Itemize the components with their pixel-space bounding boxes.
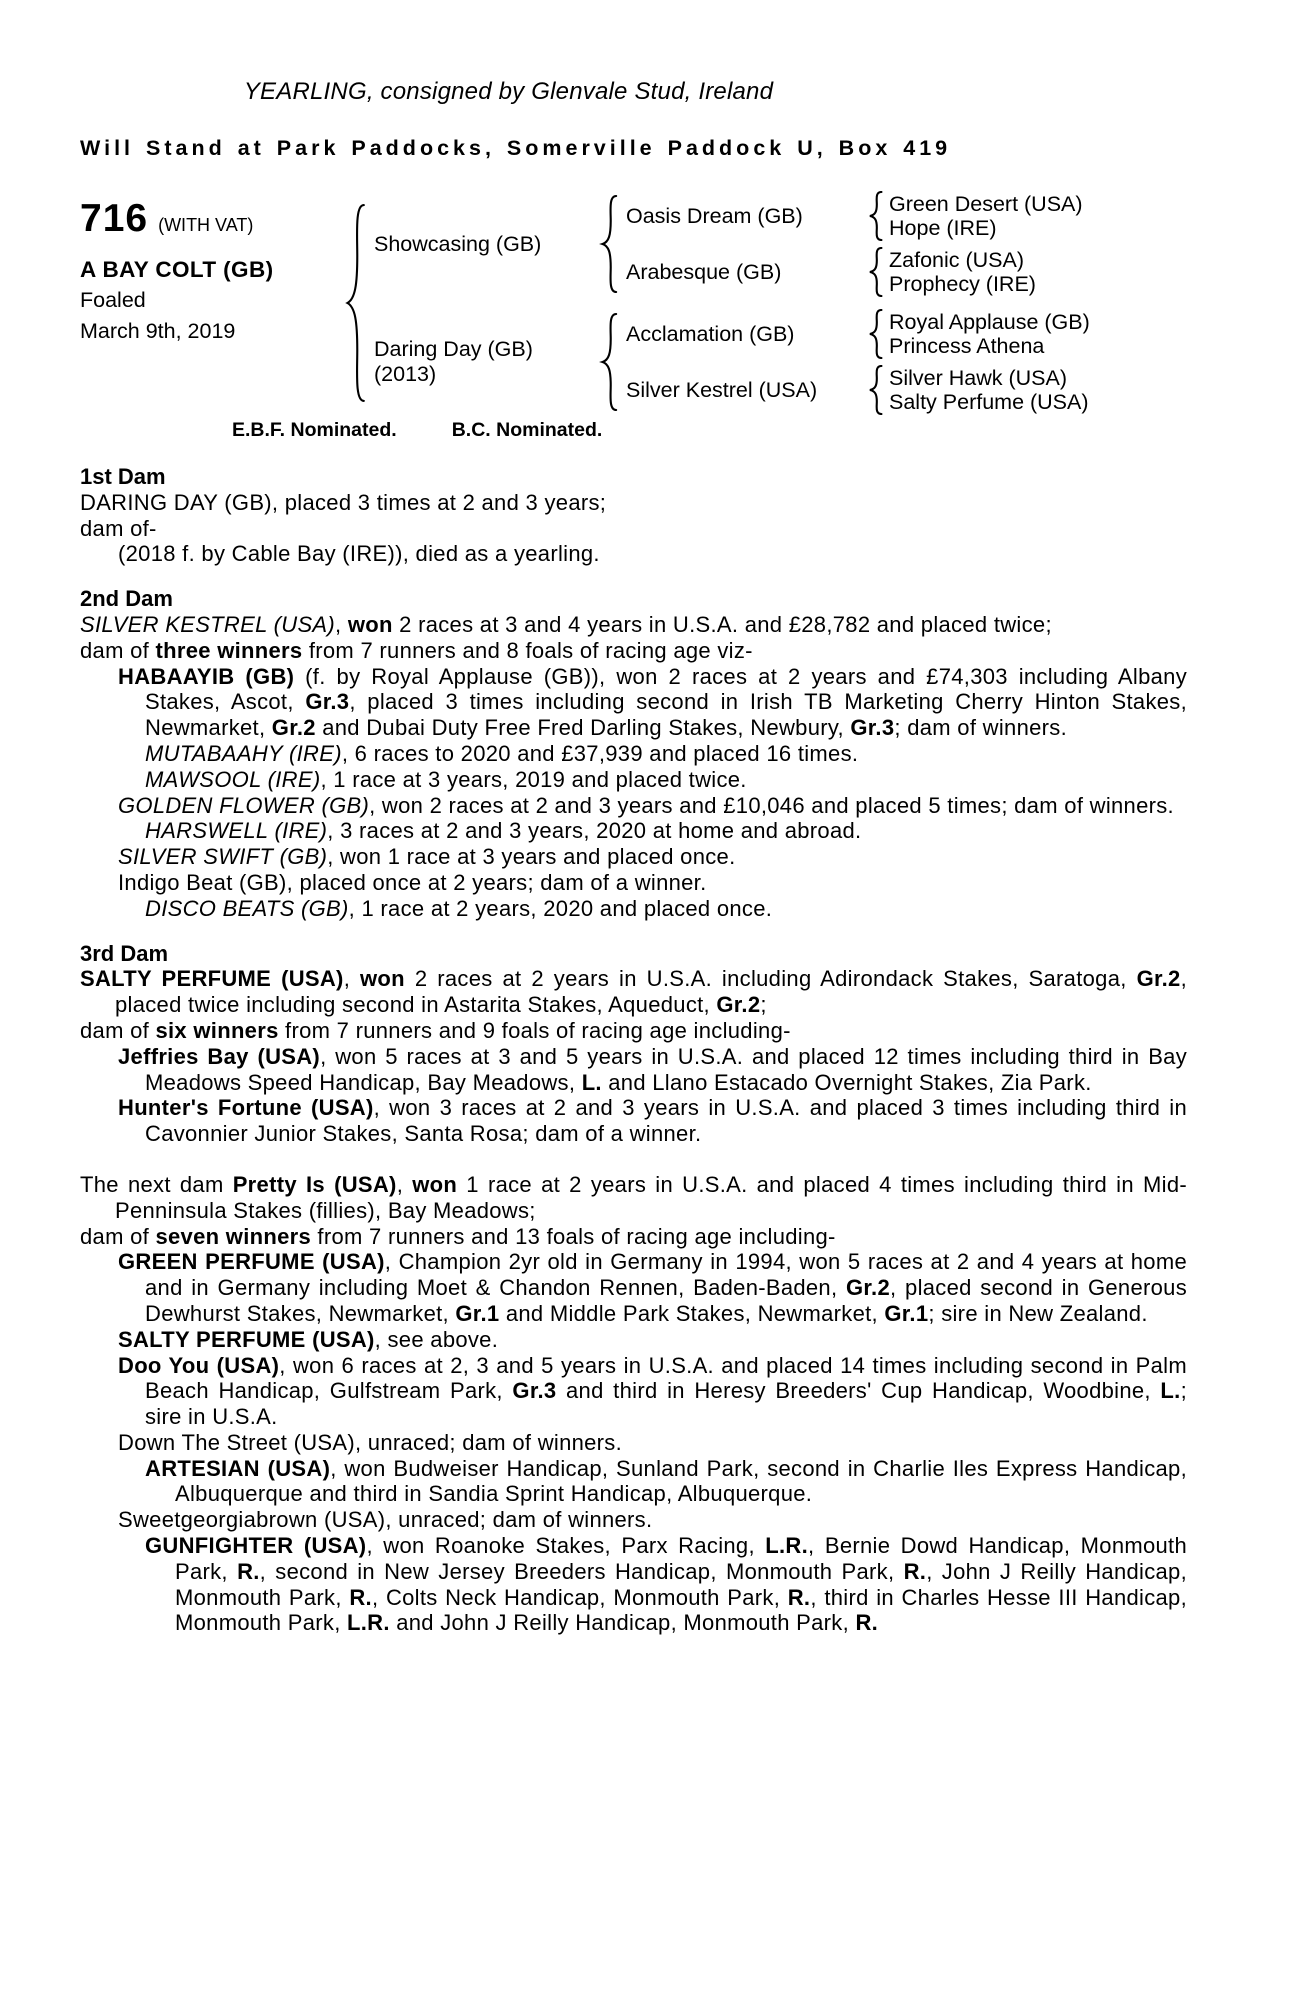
text-segment: Gr.2 <box>271 715 316 741</box>
section-heading: 2nd Dam <box>80 586 173 612</box>
text-segment: ARTESIAN (USA) <box>145 1455 331 1481</box>
section-heading: 1st Dam <box>80 464 166 489</box>
text-segment: 2 races at 2 years in U.S.A. including Adirondack Stakes, Saratoga, <box>404 966 1137 992</box>
pedigree-paragraph <box>80 1171 1187 1224</box>
dam-dam-branch <box>626 365 1090 415</box>
great-grandparents <box>889 192 1083 240</box>
ancestor-name: Prophecy (IRE) <box>889 272 1036 296</box>
dam-name-block <box>374 337 598 387</box>
text-segment: , placed twice including second in Astarita Stakes, Aqueduct, <box>115 966 1187 1018</box>
dam-year: (2013) <box>374 362 437 386</box>
text-segment: Down The Street (USA), unraced; dam of winners. <box>118 1429 623 1455</box>
text-segment: Hunter's Fortune (USA) <box>118 1095 374 1121</box>
text-segment: Gr.1 <box>455 1300 500 1326</box>
text-segment: , placed second in Generous Dewhurst Stakes, Newmarket, <box>145 1275 1187 1326</box>
pedigree-tree <box>342 191 1090 415</box>
text-segment: from 7 runners and 13 foals of racing age including- <box>311 1223 836 1249</box>
pedigree-paragraph <box>145 895 1187 922</box>
curly-brace-icon <box>866 365 883 415</box>
text-segment: three winners <box>155 637 303 663</box>
text-segment: L. <box>581 1069 602 1095</box>
text-segment: , 1 race at 3 years, 2019 and placed twice. <box>320 766 747 792</box>
text-segment: Gr.1 <box>884 1300 929 1326</box>
dam-section <box>80 586 1187 921</box>
curly-brace-icon <box>866 247 883 297</box>
text-segment: , won Budweiser Handicap, Sunland Park, second in Charlie Iles Express Handicap, Albuquerque and third in Sandia Sprint Handicap, Albuquerque. <box>175 1455 1187 1507</box>
ancestor-name: Royal Applause (GB) <box>889 310 1090 334</box>
pedigree-paragraph <box>145 766 1187 793</box>
text-segment: , second in New Jersey Breeders Handicap, Monmouth Park, <box>259 1558 904 1584</box>
text-segment: Gr.2 <box>1136 966 1181 992</box>
text-segment: , won 2 races at 2 and 3 years and £10,046 and placed 5 times; dam of winners. <box>369 792 1174 818</box>
text-segment: , Bernie Dowd Handicap, Monmouth Park, <box>175 1533 1187 1584</box>
text-segment: DARING DAY (GB), placed 3 times at 2 and 3 years; <box>80 489 607 515</box>
lot-info <box>80 191 342 415</box>
text-segment: The next dam <box>80 1171 233 1197</box>
sire-parents-column <box>626 191 1083 297</box>
text-segment: ; sire in New Zealand. <box>928 1300 1148 1326</box>
dam-section <box>80 1172 1187 1636</box>
text-segment: won <box>412 1171 458 1197</box>
text-segment: Indigo Beat (GB), placed once at 2 years; dam of a winner. <box>118 869 707 895</box>
bc-nominated-label: B.C. Nominated. <box>451 419 603 441</box>
text-segment: SALTY PERFUME (USA) <box>80 966 344 992</box>
text-segment: L. <box>1160 1378 1181 1404</box>
pedigree-paragraph <box>118 1429 1187 1456</box>
sire-grandsire-name: Oasis Dream (GB) <box>626 203 803 228</box>
dam-granddam-name: Silver Kestrel (USA) <box>626 377 818 402</box>
foaled-date: March 9th, 2019 <box>80 319 236 343</box>
text-segment: Gr.2 <box>716 992 761 1018</box>
pedigree-paragraph <box>145 1455 1187 1508</box>
pedigree-paragraph <box>118 1326 1187 1353</box>
text-segment: Gr.3 <box>305 689 350 715</box>
lot-number-row <box>80 197 342 241</box>
vat-note: (WITH VAT) <box>158 215 254 235</box>
pedigree-paragraph <box>80 515 1187 542</box>
text-segment: seven winners <box>155 1223 312 1249</box>
dam-section <box>80 941 1187 1147</box>
stand-location: Will Stand at Park Paddocks, Somerville Paddock U, Box 419 <box>80 136 952 160</box>
sire-sire-branch <box>626 191 1083 241</box>
pedigree-paragraph <box>118 663 1188 741</box>
text-segment: and John J Reilly Handicap, Monmouth Park, <box>389 1610 856 1636</box>
text-segment: L.R. <box>347 1610 390 1636</box>
pedigree-paragraph <box>80 1017 1187 1044</box>
text-segment: MUTABAAHY (IRE) <box>145 740 342 766</box>
text-segment: , John J Reilly Handicap, Monmouth Park, <box>175 1558 1187 1610</box>
text-segment: L.R. <box>765 1533 809 1559</box>
text-segment: Gr.2 <box>846 1275 891 1301</box>
pedigree-paragraph <box>118 1352 1187 1430</box>
generation-1-column <box>374 191 1090 415</box>
text-segment: (f. by Royal Applause (GB)), won 2 races at 2 years and £74,303 including Albany Stakes, Ascot, <box>145 663 1188 715</box>
text-segment: GOLDEN FLOWER (GB) <box>118 792 370 818</box>
text-segment: , won 6 races at 2, 3 and 5 years in U.S.A. and placed 14 times including second in Palm Beach Handicap, Gulfstream Park, <box>145 1352 1187 1404</box>
dam-grandsire-name: Acclamation (GB) <box>626 321 795 346</box>
text-segment: GREEN PERFUME (USA) <box>118 1249 385 1275</box>
pedigree-paragraph <box>118 1249 1187 1326</box>
pedigree-paragraph <box>118 792 1187 819</box>
text-segment: R. <box>237 1558 260 1584</box>
text-segment: , <box>343 966 361 992</box>
text-segment: Pretty Is (USA) <box>232 1171 397 1197</box>
curly-brace-icon <box>598 194 618 294</box>
pedigree-paragraph <box>118 844 1187 870</box>
ebf-nominated-label: E.B.F. Nominated. <box>232 419 397 441</box>
consignment-title: YEARLING, consigned by Glenvale Stud, Ireland <box>243 78 774 105</box>
text-segment: , won Roanoke Stakes, Parx Racing, <box>366 1533 766 1559</box>
text-segment: HARSWELL (IRE) <box>145 818 328 844</box>
dam-parents-column <box>626 309 1090 415</box>
ancestor-name: Zafonic (USA) <box>889 248 1025 272</box>
dam-sire-branch <box>626 309 1090 359</box>
sire-dam-branch <box>626 247 1083 297</box>
curly-brace-icon <box>342 201 366 405</box>
ancestor-name: Salty Perfume (USA) <box>889 390 1089 414</box>
pedigree-paragraph <box>118 1043 1187 1096</box>
dam-branch <box>374 309 1090 415</box>
ancestor-name: Silver Hawk (USA) <box>889 366 1067 390</box>
great-grandparents <box>889 310 1090 358</box>
pedigree-paragraph <box>80 637 1187 664</box>
text-segment: 2 races at 3 and 4 years in U.S.A. and £28,782 and placed twice; <box>392 611 1052 637</box>
text-segment: HABAAYIB (GB) <box>118 663 295 689</box>
pedigree-paragraph <box>145 1533 1187 1636</box>
text-segment: Gr.3 <box>850 715 895 741</box>
pedigree-paragraph <box>118 541 1187 567</box>
text-segment: , Champion 2yr old in Germany in 1994, won 5 races at 2 and 4 years at home and in Germany including Moet & Chandon Rennen, Baden-Baden, <box>145 1249 1187 1301</box>
pedigree-paragraph <box>80 1223 1187 1250</box>
text-segment: won <box>360 966 405 992</box>
text-segment: six winners <box>155 1017 279 1043</box>
ancestor-name: Princess Athena <box>889 334 1045 358</box>
text-segment: R. <box>787 1584 811 1610</box>
pedigree-paragraph <box>118 1095 1187 1147</box>
text-segment: , <box>335 611 348 637</box>
text-segment: , third in Charles Hesse III Handicap, Monmouth Park, <box>175 1584 1187 1636</box>
dam-sections <box>80 464 1187 1636</box>
sire-branch <box>374 191 1090 297</box>
curly-brace-icon <box>866 191 883 241</box>
pedigree-paragraph <box>80 611 1187 638</box>
dam-section <box>80 464 1187 567</box>
pedigree-paragraph <box>80 966 1187 1018</box>
text-segment: dam of <box>80 637 156 663</box>
lot-block <box>80 191 1187 415</box>
text-segment: ; sire in U.S.A. <box>145 1378 1187 1430</box>
text-segment: DISCO BEATS (GB) <box>145 895 349 921</box>
text-segment: , Colts Neck Handicap, Monmouth Park, <box>371 1584 788 1610</box>
curly-brace-icon <box>598 312 618 412</box>
great-grandparents <box>889 366 1089 414</box>
text-segment: , won 3 races at 2 and 3 years in U.S.A. and placed 3 times including third in Cavonnier Junior Stakes, Santa Rosa; dam of a winner. <box>145 1095 1187 1147</box>
text-segment: Doo You (USA) <box>118 1352 280 1378</box>
text-segment: Jeffries Bay (USA) <box>118 1043 321 1069</box>
sire-name: Showcasing (GB) <box>374 231 542 256</box>
text-segment: and Middle Park Stakes, Newmarket, <box>499 1300 885 1326</box>
text-segment: , 1 race at 2 years, 2020 and placed once. <box>348 895 773 921</box>
text-segment: , won 1 race at 3 years and placed once. <box>327 844 736 870</box>
text-segment: and Llano Estacado Overnight Stakes, Zia Park. <box>601 1069 1092 1095</box>
text-segment: GUNFIGHTER (USA) <box>145 1533 367 1559</box>
text-segment: SALTY PERFUME (USA) <box>118 1326 375 1352</box>
horse-name: A BAY COLT (GB) <box>80 257 274 282</box>
text-segment: and Dubai Duty Free Fred Darling Stakes, Newbury, <box>315 715 851 741</box>
text-segment: , placed 3 times including second in Irish TB Marketing Cherry Hinton Stakes, Newmarket, <box>145 689 1188 741</box>
text-segment: won <box>347 611 393 637</box>
text-segment: , 3 races at 2 and 3 years, 2020 at home and abroad. <box>327 818 862 844</box>
text-segment: R. <box>903 1558 927 1584</box>
text-segment: Sweetgeorgiabrown (USA), unraced; dam of winners. <box>118 1507 653 1533</box>
text-segment: dam of- <box>80 515 157 541</box>
ancestor-name: Green Desert (USA) <box>889 192 1083 216</box>
text-segment: , <box>396 1171 413 1197</box>
text-segment: R. <box>855 1610 879 1636</box>
great-grandparents <box>889 248 1036 296</box>
text-segment: dam of <box>80 1223 156 1249</box>
text-segment: dam of <box>80 1017 156 1043</box>
text-segment: R. <box>349 1584 372 1610</box>
ancestor-name: Hope (IRE) <box>889 216 997 240</box>
text-segment: MAWSOOL (IRE) <box>145 766 321 792</box>
text-segment: ; <box>760 992 767 1018</box>
text-segment: , won 5 races at 3 and 5 years in U.S.A. and placed 12 times including third in Bay Meadows Speed Handicap, Bay Meadows, <box>145 1043 1187 1095</box>
text-segment: and third in Heresy Breeders' Cup Handicap, Woodbine, <box>556 1378 1161 1404</box>
foaled-label: Foaled <box>80 288 146 312</box>
lot-number: 716 <box>80 197 149 240</box>
text-segment: Gr.3 <box>512 1378 557 1404</box>
sire-granddam-name: Arabesque (GB) <box>626 259 782 284</box>
text-segment: SILVER SWIFT (GB) <box>118 844 328 870</box>
pedigree-paragraph <box>80 489 1187 516</box>
text-segment: SILVER KESTREL (USA) <box>80 611 336 637</box>
section-heading: 3rd Dam <box>80 940 169 966</box>
text-segment: , 6 races to 2020 and £37,939 and placed 16 times. <box>341 740 859 766</box>
text-segment: (2018 f. by Cable Bay (IRE)), died as a yearling. <box>118 541 600 567</box>
curly-brace-icon <box>866 309 883 359</box>
pedigree-paragraph <box>118 1507 1187 1533</box>
dam-name: Daring Day (GB) <box>374 337 533 361</box>
text-segment: from 7 runners and 8 foals of racing age viz- <box>302 637 753 663</box>
pedigree-paragraph <box>118 869 1187 896</box>
sire-name-block <box>374 232 598 257</box>
pedigree-paragraph <box>145 818 1187 844</box>
text-segment: ; dam of winners. <box>894 715 1067 741</box>
text-segment: , see above. <box>374 1326 499 1352</box>
text-segment: from 7 runners and 9 foals of racing age including- <box>278 1017 791 1043</box>
pedigree-paragraph <box>145 740 1187 767</box>
text-segment: 1 race at 2 years in U.S.A. and placed 4 times including third in Mid-Penninsula Stakes (fillies), Bay Meadows; <box>115 1171 1187 1223</box>
nomination-row <box>80 419 1187 442</box>
